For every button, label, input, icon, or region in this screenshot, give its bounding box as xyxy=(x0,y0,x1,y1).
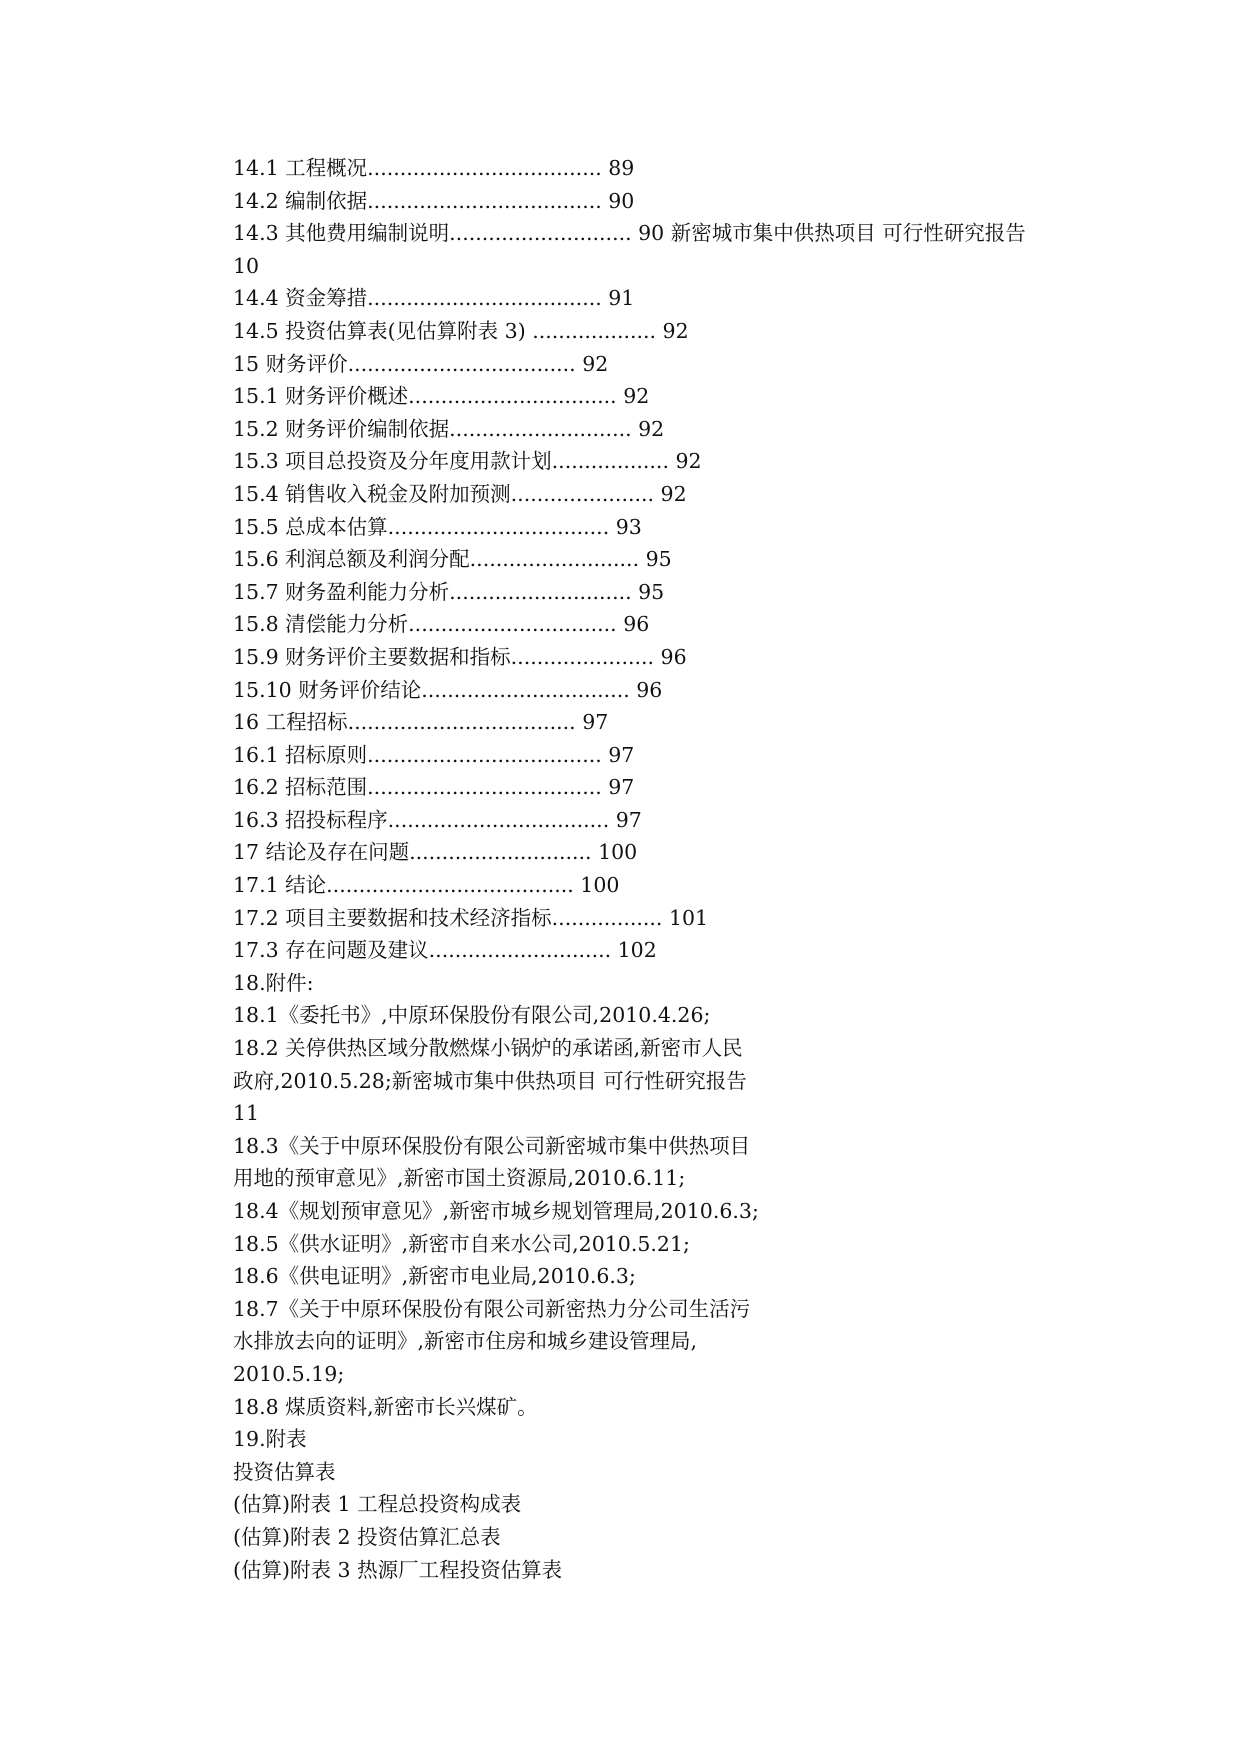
attachment-line: 18.3《关于中原环保股份有限公司新密城市集中供热项目 xyxy=(233,1133,751,1158)
attachment-line: 2010.5.19; xyxy=(233,1361,345,1386)
attachment-line: 18.8 煤质资料,新密市长兴煤矿。 xyxy=(233,1394,538,1419)
attachment-line: 18.4《规划预审意见》,新密市城乡规划管理局,2010.6.3; xyxy=(233,1199,759,1223)
toc-line: 14.1 工程概况.................................... 89 xyxy=(233,156,635,180)
toc-line: 17.1 结论...................................... 100 xyxy=(233,873,620,898)
toc-line: 16.2 招标范围.................................... 97 xyxy=(233,775,635,800)
attachments-heading: 18.附件: xyxy=(233,970,314,995)
attachment-line: 政府,2010.5.28;新密城市集中供热项目 可行性研究报告 xyxy=(233,1068,747,1093)
toc-line: 15.10 财务评价结论................................ 96 xyxy=(233,677,663,702)
toc-line: 15 财务评价................................... 92 xyxy=(233,351,609,376)
toc-line: 17 结论及存在问题............................ 100 xyxy=(233,840,638,865)
toc-line: 15.6 利润总额及利润分配.......................... 95 xyxy=(233,547,672,572)
schedule-line: 投资估算表 xyxy=(233,1459,336,1484)
attachment-line: 18.1《委托书》,中原环保股份有限公司,2010.4.26; xyxy=(233,1003,711,1028)
attachment-line: 18.7《关于中原环保股份有限公司新密热力分公司生活污 xyxy=(233,1296,751,1321)
toc-line: 15.9 财务评价主要数据和指标...................... 96 xyxy=(233,644,687,669)
toc-line: 15.2 财务评价编制依据............................ 92 xyxy=(233,416,665,441)
toc-line: 17.3 存在问题及建议............................ 102 xyxy=(233,938,657,963)
toc-line: 14.3 其他费用编制说明............................ 90 新密城市集中供热项目 可行性研究报告 xyxy=(233,221,1026,246)
toc-line: 14.5 投资估算表(见估算附表 3) ................... 92 xyxy=(233,318,689,343)
toc-line: 15.3 项目总投资及分年度用款计划.................. 92 xyxy=(233,449,702,474)
toc-line: 15.5 总成本估算.................................. 93 xyxy=(233,514,642,539)
toc-line: 15.7 财务盈利能力分析............................ 95 xyxy=(233,579,665,604)
toc-line: 14.2 编制依据.................................... 90 xyxy=(233,188,635,213)
toc-line: 16.3 招投标程序.................................. 97 xyxy=(233,807,642,832)
page-number-line: 10 xyxy=(233,253,260,278)
toc-line: 15.1 财务评价概述................................ 92 xyxy=(233,384,650,409)
attachment-line: 用地的预审意见》,新密市国土资源局,2010.6.11; xyxy=(233,1166,686,1191)
table-of-contents xyxy=(233,152,1133,1586)
attachment-line: 18.6《供电证明》,新密市电业局,2010.6.3; xyxy=(233,1264,636,1289)
schedules-heading: 19.附表 xyxy=(233,1427,307,1452)
toc-line: 16 工程招标................................... 97 xyxy=(233,710,609,735)
toc-line: 14.4 资金筹措.................................... 91 xyxy=(233,286,635,311)
schedule-line: (估算)附表 3 热源厂工程投资估算表 xyxy=(233,1557,563,1582)
page-number-line: 11 xyxy=(233,1101,260,1126)
attachment-line: 18.5《供水证明》,新密市自来水公司,2010.5.21; xyxy=(233,1231,690,1256)
toc-line: 16.1 招标原则.................................... 97 xyxy=(233,742,635,767)
toc-line: 17.2 项目主要数据和技术经济指标................. 101 xyxy=(233,905,709,930)
attachment-line: 水排放去向的证明》,新密市住房和城乡建设管理局, xyxy=(233,1329,698,1354)
schedule-line: (估算)附表 1 工程总投资构成表 xyxy=(233,1492,522,1517)
toc-line: 15.8 清偿能力分析................................ 96 xyxy=(233,612,650,637)
toc-line: 15.4 销售收入税金及附加预测...................... 92 xyxy=(233,481,687,506)
attachment-line: 18.2 关停供热区域分散燃煤小锅炉的承诺函,新密市人民 xyxy=(233,1036,743,1061)
schedule-line: (估算)附表 2 投资估算汇总表 xyxy=(233,1524,501,1549)
